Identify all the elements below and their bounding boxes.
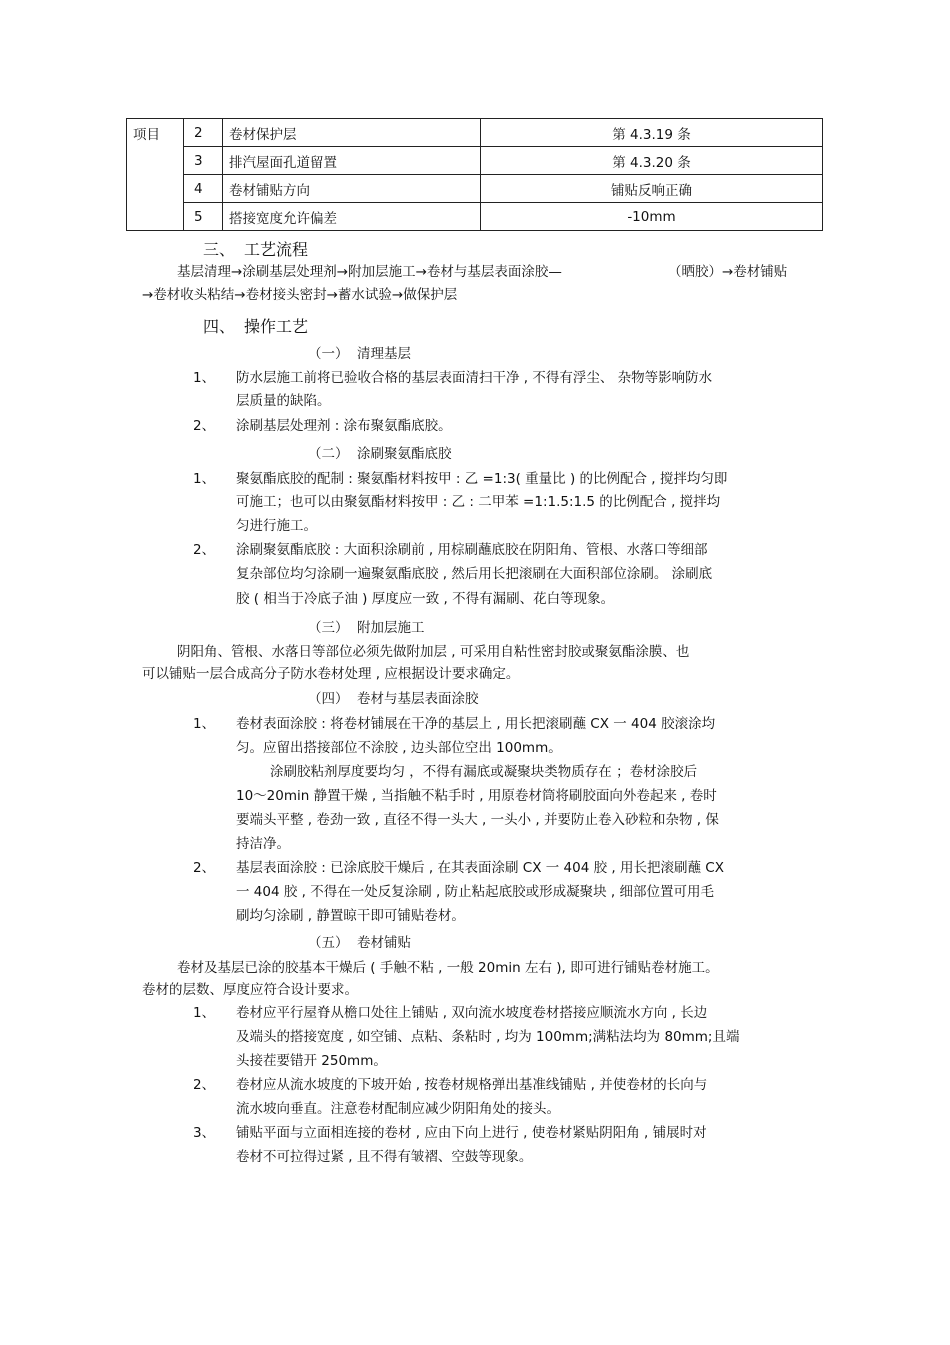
paragraph-line: 涂刷胶粘剂厚度要均匀 ，不得有漏底或凝聚块类物质存在 ；卷材涂胶后 xyxy=(270,764,698,780)
section-4-title: 操作工艺 xyxy=(244,317,309,336)
subsection-3-title: 附加层施工 xyxy=(357,620,425,636)
paragraph-line: 卷材不可拉得过紧 , 且不得有皱褶、空鼓等现象。 xyxy=(236,1149,533,1165)
paragraph-line: 可施工；也可以由聚氨酯材料按甲 : 乙 : 二甲苯 =1:1.5:1.5 的比例配合 , 搅拌均 xyxy=(236,494,721,510)
paragraph-line: 涂刷基层处理剂 : 涂布聚氨酯底胶。 xyxy=(236,418,452,434)
list-item-number: 2、 xyxy=(193,860,216,876)
subsection-2-title: 涂刷聚氨酯底胶 xyxy=(357,446,452,462)
row-number: 2 xyxy=(184,119,223,147)
list-item-number: 1、 xyxy=(193,370,216,386)
list-item-number: 2、 xyxy=(193,1077,216,1093)
row-number: 4 xyxy=(184,175,223,203)
paragraph-line: 卷材表面涂胶 : 将卷材铺展在干净的基层上 , 用长把滚刷蘸 CX 一 404 胶滚涂均 xyxy=(236,716,716,732)
section-3-number: 三、 xyxy=(203,240,236,259)
process-flow-line-1a: 基层清理→涂刷基层处理剂→附加层施工→卷材与基层表面涂胶— xyxy=(177,264,562,280)
table-row xyxy=(127,147,823,175)
paragraph-line: 及端头的搭接宽度 , 如空铺、点粘、条粘时 , 均为 100mm;满粘法均为 80mm;且端 xyxy=(236,1029,740,1045)
paragraph-line: 匀进行施工。 xyxy=(236,518,317,534)
paragraph-line: 流水坡向垂直。注意卷材配制应减少阴阳角处的接头。 xyxy=(236,1101,560,1117)
table-row xyxy=(127,203,823,231)
paragraph-line: 涂刷聚氨酯底胶 : 大面积涂刷前 , 用棕刷蘸底胶在阴阳角、管根、水落口等细部 xyxy=(236,542,708,558)
paragraph-line: 基层表面涂胶 : 已涂底胶干燥后 , 在其表面涂刷 CX 一 404 胶 , 用长把滚刷蘸 CX xyxy=(236,860,724,876)
list-item-number: 1、 xyxy=(193,471,216,487)
table-category-cell: 项目 xyxy=(127,119,184,231)
subsection-1-title: 清理基层 xyxy=(357,346,411,362)
paragraph-line: 复杂部位均匀涂刷一遍聚氨酯底胶 , 然后用长把滚刷在大面积部位涂刷。 涂刷底 xyxy=(236,566,713,582)
row-number: 3 xyxy=(184,147,223,175)
paragraph-line: 卷材应平行屋脊从檐口处往上铺贴 , 双向流水坡度卷材搭接应顺流水方向 , 长边 xyxy=(236,1005,708,1021)
row-standard: -10mm xyxy=(481,203,823,231)
row-item: 卷材铺贴方向 xyxy=(223,175,481,203)
row-standard: 第 4.3.19 条 xyxy=(481,119,823,147)
table-row xyxy=(127,119,823,147)
section-4-number: 四、 xyxy=(203,317,236,336)
row-item: 排汽屋面孔道留置 xyxy=(223,147,481,175)
paragraph-line: 卷材的层数、厚度应符合设计要求。 xyxy=(142,982,358,998)
paragraph-line: 头接茬要错开 250mm。 xyxy=(236,1053,387,1069)
row-number: 5 xyxy=(184,203,223,231)
process-flow-line-1b: （晒胶）→卷材铺贴 xyxy=(668,264,788,280)
section-3-title: 工艺流程 xyxy=(244,240,309,259)
paragraph-line: 可以铺贴一层合成高分子防水卷材处理 , 应根据设计要求确定。 xyxy=(142,666,520,682)
spec-table xyxy=(126,118,823,231)
subsection-1-number: （一） xyxy=(308,346,349,362)
row-standard: 第 4.3.20 条 xyxy=(481,147,823,175)
process-flow-line-2: →卷材收头粘结→卷材接头密封→蓄水试验→做保护层 xyxy=(142,287,458,303)
subsection-2-number: （二） xyxy=(308,446,349,462)
paragraph-line: 卷材及基层已涂的胶基本干燥后 ( 手触不粘 , 一般 20min 左右 ), 即可进行铺贴卷材施工。 xyxy=(177,960,719,976)
paragraph-line: 卷材应从流水坡度的下坡开始 , 按卷材规格弹出基准线铺贴 , 并使卷材的长向与 xyxy=(236,1077,708,1093)
paragraph-line: 阴阳角、管根、水落日等部位必须先做附加层 , 可采用自粘性密封胶或聚氨酯涂膜、也 xyxy=(177,644,690,660)
paragraph-line: 防水层施工前将已验收合格的基层表面清扫干净 , 不得有浮尘、 杂物等影响防水 xyxy=(236,370,713,386)
subsection-4-number: （四） xyxy=(308,691,349,707)
paragraph-line: 一 404 胶 , 不得在一处反复涂刷 , 防止粘起底胶或形成凝聚块 , 细部位置可用毛 xyxy=(236,884,714,900)
list-item-number: 2、 xyxy=(193,542,216,558)
list-item-number: 1、 xyxy=(193,716,216,732)
paragraph-line: 10～20min 静置干燥 , 当指触不粘手时 , 用原卷材筒将刷胶面向外卷起来 , 卷时 xyxy=(236,788,717,804)
paragraph-line: 要端头平整 , 卷劲一致 , 直径不得一头大 , 一头小 , 并要防止卷入砂粒和杂物 , 保 xyxy=(236,812,719,828)
subsection-4-title: 卷材与基层表面涂胶 xyxy=(357,691,479,707)
row-item: 卷材保护层 xyxy=(223,119,481,147)
subsection-5-number: （五） xyxy=(308,935,349,951)
list-item-number: 1、 xyxy=(193,1005,216,1021)
paragraph-line: 层质量的缺陷。 xyxy=(236,393,331,409)
table-row xyxy=(127,175,823,203)
subsection-5-title: 卷材铺贴 xyxy=(357,935,411,951)
paragraph-line: 聚氨酯底胶的配制 : 聚氨酯材料按甲 : 乙 =1:3( 重量比 ) 的比例配合 , 搅拌均匀即 xyxy=(236,471,728,487)
row-item: 搭接宽度允许偏差 xyxy=(223,203,481,231)
paragraph-line: 铺贴平面与立面相连接的卷材 , 应由下向上进行 , 使卷材紧贴阴阳角 , 铺展时对 xyxy=(236,1125,707,1141)
paragraph-line: 刷均匀涂刷 , 静置晾干即可铺贴卷材。 xyxy=(236,908,465,924)
list-item-number: 3、 xyxy=(193,1125,216,1141)
list-item-number: 2、 xyxy=(193,418,216,434)
subsection-3-number: （三） xyxy=(308,620,349,636)
row-standard: 铺贴反响正确 xyxy=(481,175,823,203)
paragraph-line: 匀。应留出搭接部位不涂胶 , 边头部位空出 100mm。 xyxy=(236,740,562,756)
paragraph-line: 胶 ( 相当于冷底子油 ) 厚度应一致 , 不得有漏刷、花白等现象。 xyxy=(236,591,615,607)
paragraph-line: 持洁净。 xyxy=(236,836,290,852)
